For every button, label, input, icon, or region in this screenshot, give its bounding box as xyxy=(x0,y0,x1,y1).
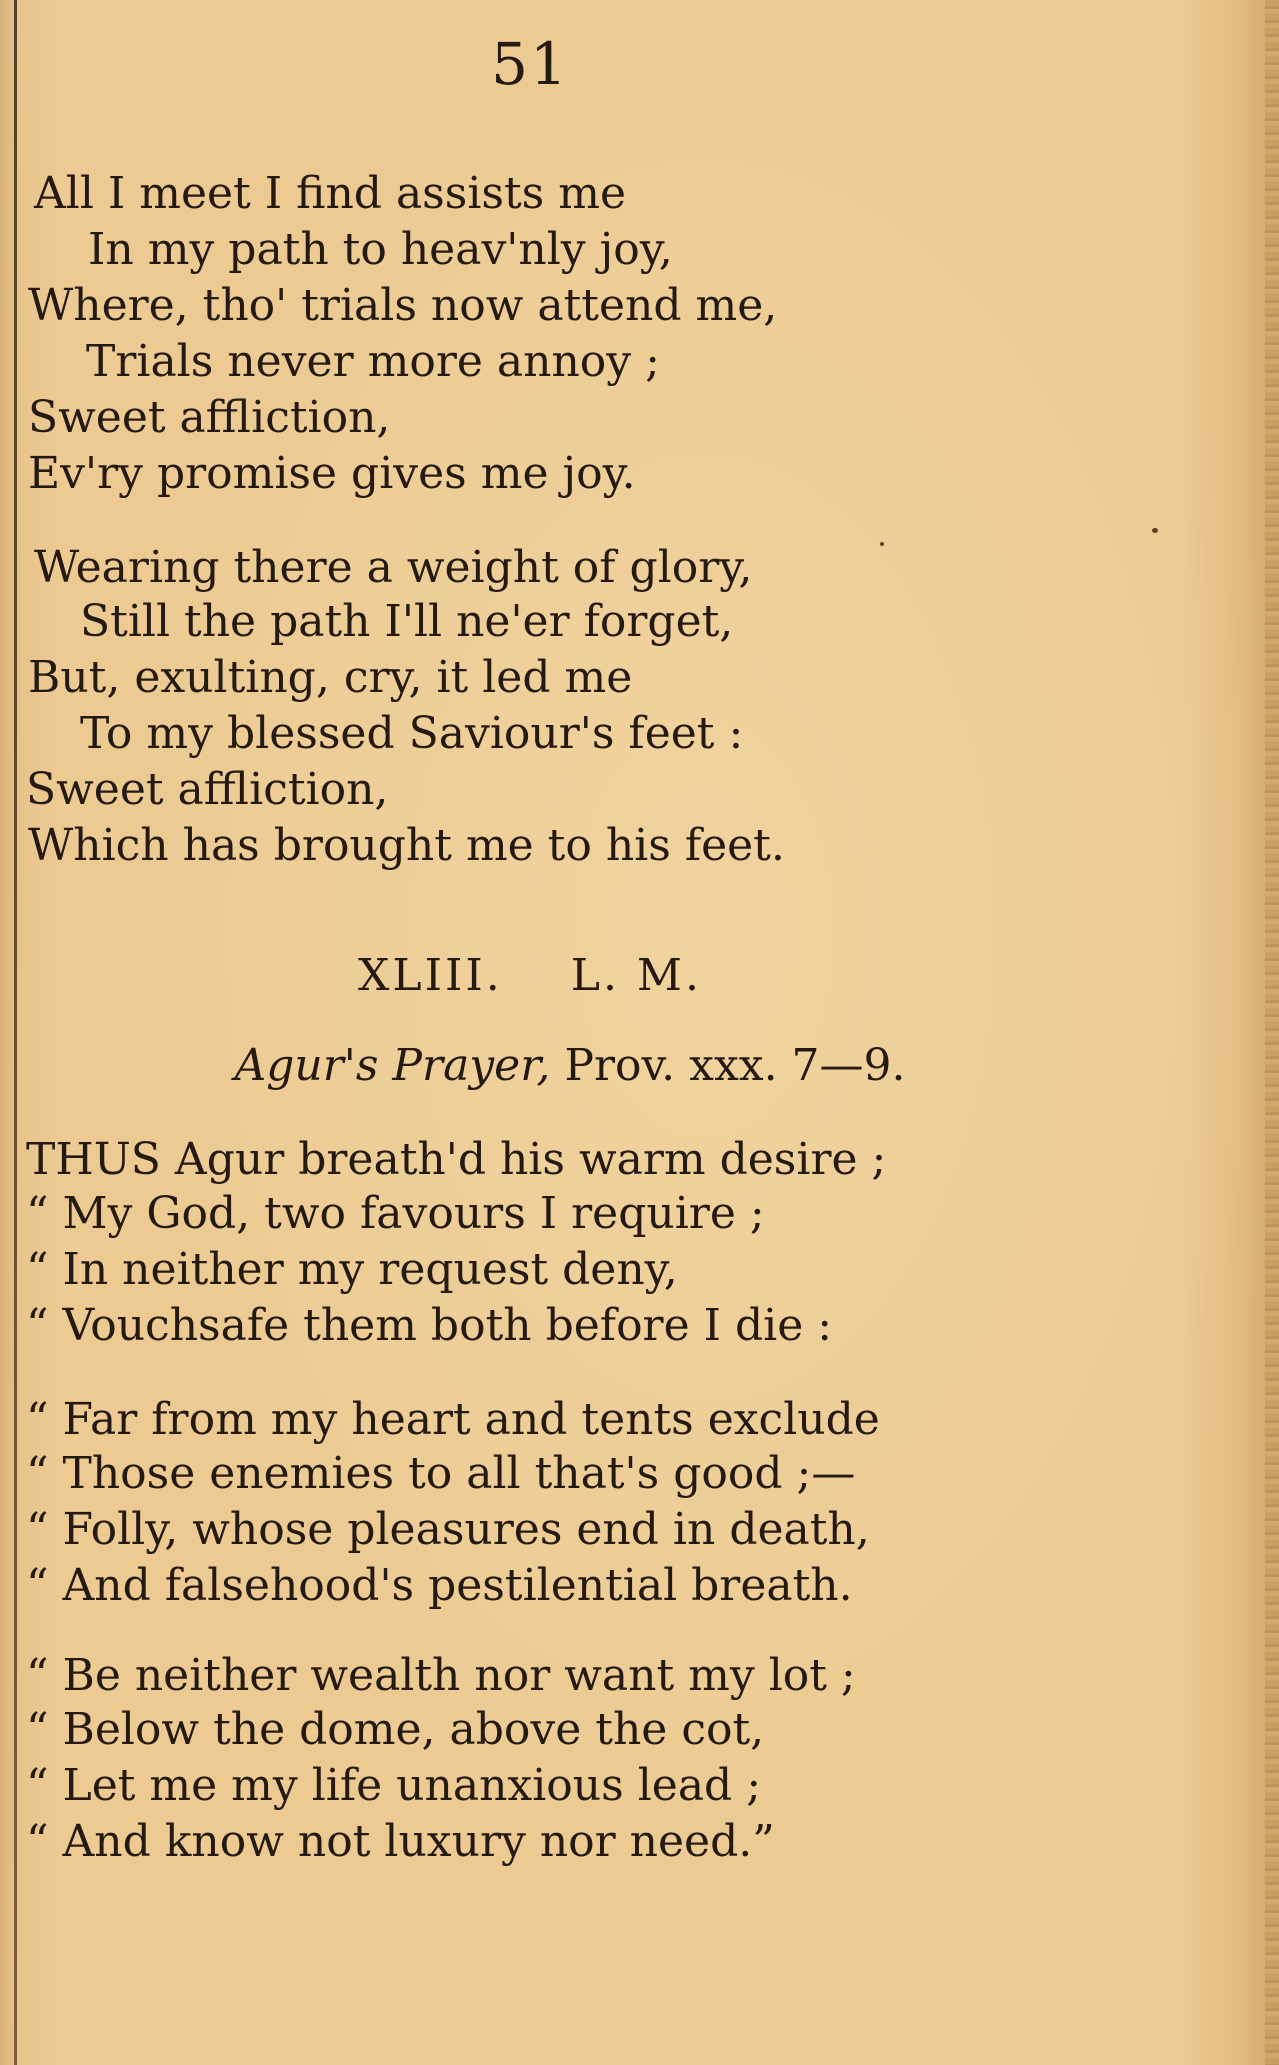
verse-line: “ My God, two favours I require ; xyxy=(26,1188,765,1239)
verse-line: In my path to heav'nly joy, xyxy=(88,224,673,275)
verse-line: Still the path I'll ne'er forget, xyxy=(80,596,734,647)
verse-line: “ Far from my heart and tents exclude xyxy=(26,1394,880,1445)
hymn-number: XLIII. xyxy=(358,950,503,1001)
page-gutter-edge xyxy=(14,0,17,2065)
verse-line: “ Those enemies to all that's good ;— xyxy=(26,1448,856,1499)
paper-speck xyxy=(1152,528,1158,533)
verse-line: Which has brought me to his feet. xyxy=(28,820,785,871)
verse-line: “ And know not luxury nor need.” xyxy=(26,1816,775,1867)
paper-speck xyxy=(880,542,884,546)
verse-line: Wearing there a weight of glory, xyxy=(34,542,753,593)
page-fore-edge xyxy=(1265,0,1279,2065)
verse-line: All I meet I find assists me xyxy=(34,168,627,219)
verse-line: Sweet affliction, xyxy=(28,392,391,443)
hymn-meter: L. M. xyxy=(570,950,702,1001)
hymn-title: Agur's Prayer, xyxy=(234,1040,551,1091)
hymn-subtitle xyxy=(0,1040,1060,1091)
verse-line: THUS Agur breath'd his warm desire ; xyxy=(26,1134,887,1185)
verse-line: “ In neither my request deny, xyxy=(26,1244,678,1295)
verse-line: “ Below the dome, above the cot, xyxy=(26,1704,765,1755)
verse-line: “ Be neither wealth nor want my lot ; xyxy=(26,1650,856,1701)
verse-line: Trials never more annoy ; xyxy=(86,336,660,387)
verse-line: “ Let me my life unanxious lead ; xyxy=(26,1760,762,1811)
verse-line: “ Folly, whose pleasures end in death, xyxy=(26,1504,870,1555)
verse-line: But, exulting, cry, it led me xyxy=(28,652,633,703)
verse-line: Where, tho' trials now attend me, xyxy=(28,280,778,331)
page-number: 51 xyxy=(491,30,569,98)
verse-line: “ And falsehood's pestilential breath. xyxy=(26,1560,853,1611)
verse-line: Ev'ry promise gives me joy. xyxy=(28,448,636,499)
scripture-reference: Prov. xxx. 7—9. xyxy=(564,1040,906,1091)
verse-line: “ Vouchsafe them both before I die : xyxy=(26,1300,833,1351)
verse-line: Sweet affliction, xyxy=(26,764,389,815)
verse-line: To my blessed Saviour's feet : xyxy=(80,708,744,759)
hymn-heading xyxy=(0,950,1060,1001)
